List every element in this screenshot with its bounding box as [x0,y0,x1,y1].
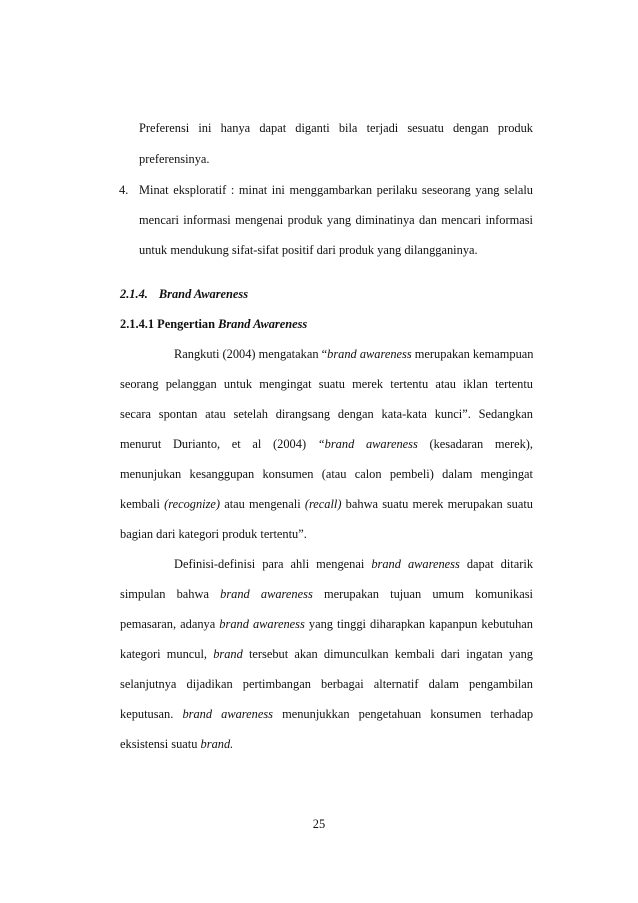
section-title: Brand Awareness [158,287,249,301]
text-run: keputusan. [120,707,183,721]
page-number: 25 [312,817,326,831]
list-item-4-line-2: mencari informasi mengenai produk yang diminatinya dan mencari informasi [139,213,533,227]
text-run-italic: brand awareness [220,587,313,601]
paragraph-1-line-1 [174,346,533,362]
paragraph-2-line-7 [120,736,533,752]
paragraph-2-line-4 [120,646,533,662]
paragraph-1-line-2: seorang pelanggan untuk mengingat suatu merek tertentu atau iklan tertentu [120,377,533,391]
subsection-number: 2.1.4.1 Pengertian [120,317,219,331]
list-continuation-line-1: Preferensi ini hanya dapat diganti bila terjadi sesuatu dengan produk [139,121,533,135]
text-run-italic: brand awareness [371,557,460,571]
text-run-italic: brand awareness [327,347,412,361]
text-run-italic: brand awareness [219,617,305,631]
section-heading [120,286,533,302]
subsection-heading [120,316,533,332]
text-run: pemasaran, adanya [120,617,220,631]
text-run: merupakan kemampuan [411,347,534,361]
text-run: kategori muncul, [120,647,214,661]
list-continuation-line-2: preferensinya. [139,152,210,166]
text-run-italic: “brand awareness [317,437,418,451]
text-run: dapat ditarik [459,557,534,571]
text-run: (kesadaran merek), [417,437,533,451]
text-run-italic: brand awareness [182,707,273,721]
paragraph-2-line-5: selanjutnya dijadikan pertimbangan berbagai alternatif dalam pengambilan [120,677,533,691]
paragraph-1-line-4 [120,436,533,452]
section-number: 2.1.4. [120,287,148,301]
text-run: atau mengenali [220,497,305,511]
paragraph-1-line-3: secara spontan atau setelah dirangsang dengan kata-kata kunci”. Sedangkan [120,407,533,421]
text-run: eksistensi suatu [120,737,201,751]
list-item-number: 4. [119,183,129,197]
text-run-italic: (recognize) [164,497,221,511]
text-run-italic: brand [213,647,243,661]
text-run-italic: (recall) [304,497,342,511]
paragraph-2-line-6 [120,706,533,722]
text-run: menunjukkan pengetahuan konsumen terhadap [273,707,534,721]
paragraph-2-line-2 [120,586,533,602]
paragraph-1-line-7: bagian dari kategori produk tertentu”. [120,527,307,541]
text-run: simpulan bahwa [120,587,221,601]
text-run: tersebut akan dimunculkan kembali dari ingatan yang [242,647,533,661]
paragraph-1-line-6 [120,496,533,512]
list-item-4-line-3: untuk mendukung sifat-sifat positif dari produk yang dilangganinya. [139,243,478,257]
paragraph-2-line-3 [120,616,533,632]
text-run: merupakan tujuan umum komunikasi [312,587,533,601]
paragraph-2-line-1 [174,556,533,572]
text-run: bahwa suatu merek merupakan suatu [341,497,534,511]
text-run: kembali [120,497,165,511]
text-run: yang tinggi diharapkan kapanpun kebutuhan [304,617,533,631]
text-run: menurut Durianto, et al (2004) [120,437,318,451]
text-run: Definisi-definisi para ahli mengenai [174,557,372,571]
subsection-title: Brand Awareness [218,317,308,331]
text-run: Rangkuti (2004) mengatakan “ [174,347,328,361]
list-item-4-line-1: Minat eksploratif : minat ini menggambarkan perilaku seseorang yang selalu [139,183,533,197]
paragraph-1-line-5: menunjukan kesanggupan konsumen (atau calon pembeli) dalam mengingat [120,467,533,481]
text-run-italic: brand. [200,737,234,751]
